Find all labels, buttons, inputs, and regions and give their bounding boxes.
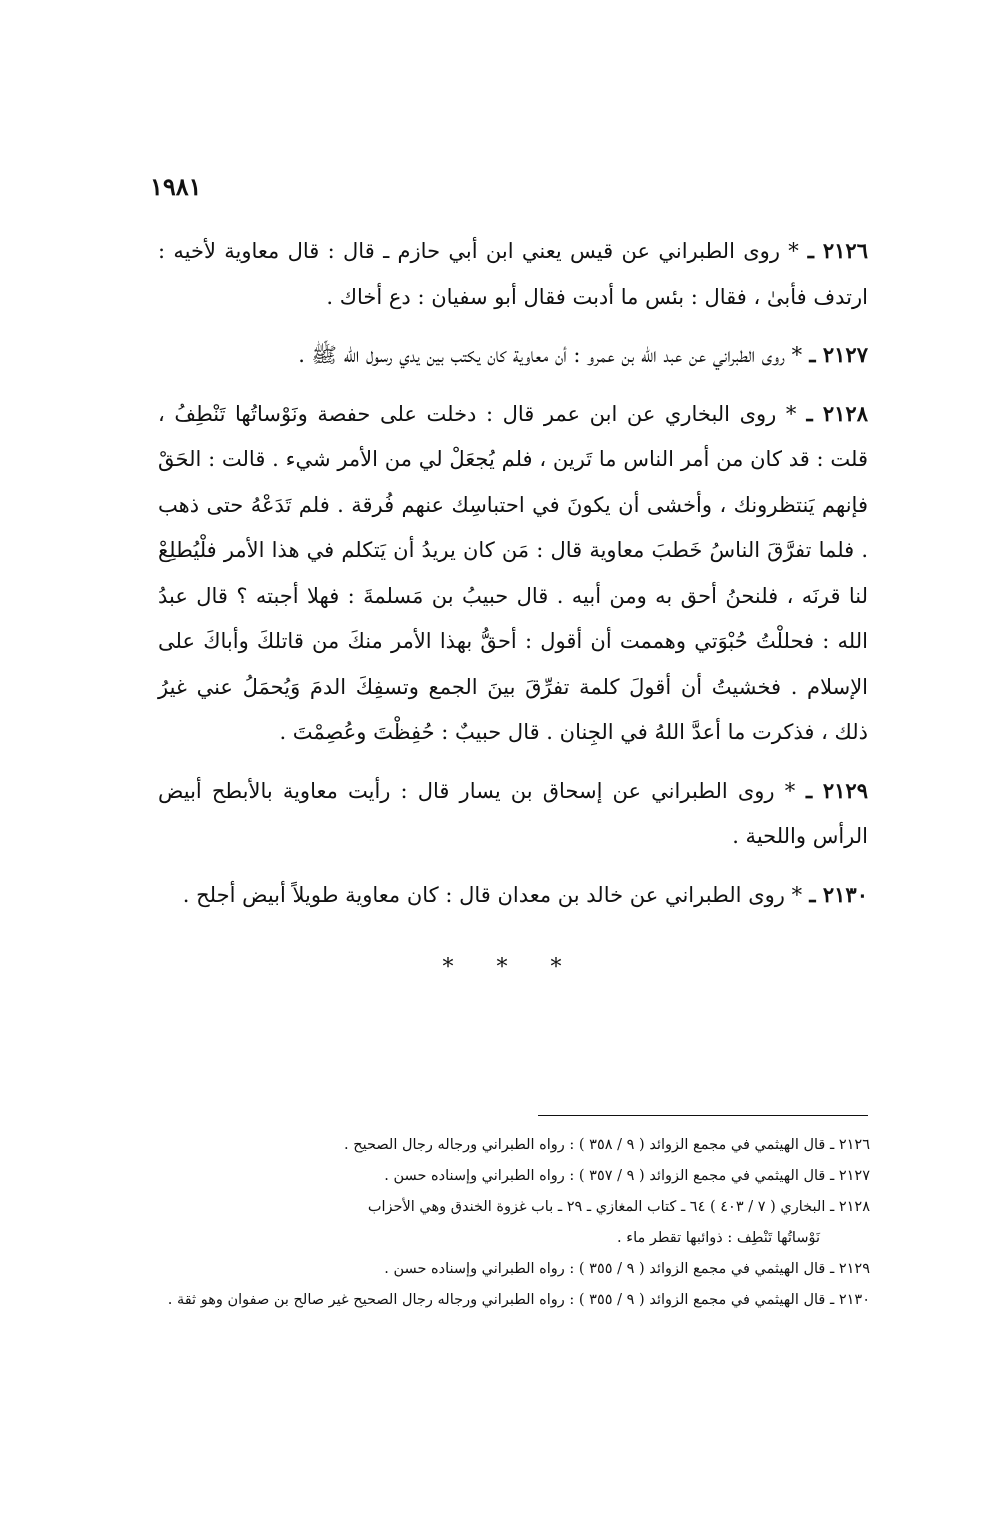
entry-text: * روى الطبراني عن عبد الله بن عمرو : أن معاوية كان يكتب بين يدي رسول الله ﷺ .: [298, 343, 803, 367]
footnote-2130: ٢١٣٠ ـ قال الهيثمي في مجمع الزوائد ( ٩ / ٣٥٥ ) : رواه الطبراني ورجاله رجال الصحيح غير صالح بن صفوان وهو ثقة .: [167, 1292, 870, 1308]
entry-number: ٢١٢٩ ـ: [795, 777, 868, 803]
footnote-2129: ٢١٢٩ ـ قال الهيثمي في مجمع الزوائد ( ٩ / ٣٥٥ ) : رواه الطبراني وإسناده حسن .: [384, 1261, 870, 1277]
page-number: ١٩٨١: [150, 172, 202, 201]
entry-number: ٢١٢٨ ـ: [796, 400, 868, 426]
hadith-entry-2126: [158, 228, 868, 320]
footnotes: [120, 1130, 870, 1316]
entry-number: ٢١٢٦ ـ: [798, 238, 868, 263]
entry-text: * روى الطبراني عن قيس يعني ابن أبي حازم ـ قال : قال معاوية لأخيه : ارتدف فأبىٰ ، فقال : بئس ما أدبت فقال أبو سفيان : دع أخاك .: [158, 239, 868, 309]
footnote-2127: ٢١٢٧ ـ قال الهيثمي في مجمع الزوائد ( ٩ / ٣٥٧ ) : رواه الطبراني وإسناده حسن .: [384, 1168, 870, 1184]
entry-text: * روى الطبراني عن إسحاق بن يسار قال : رأيت معاوية بالأبطح أبيض الرأس واللحية .: [158, 778, 868, 848]
footnote-rule: [538, 1115, 868, 1116]
section-separator: * * *: [442, 955, 580, 980]
hadith-entry-2130: [158, 872, 868, 919]
hadith-entry-2127: [158, 332, 868, 379]
footnote-2128: ٢١٢٨ ـ البخاري ( ٧ / ٤٠٣ ) ٦٤ ـ كتاب المغازي ـ ٢٩ ـ باب غزوة الخندق وهي الأحزاب: [367, 1199, 870, 1215]
hadith-entry-2128: [158, 391, 868, 756]
footnote-2126: ٢١٢٦ ـ قال الهيثمي في مجمع الزوائد ( ٩ / ٣٥٨ ) : رواه الطبراني ورجاله رجال الصحيح .: [344, 1137, 870, 1153]
entry-number: ٢١٢٧ ـ: [802, 342, 868, 367]
footnote-2128-gloss: نَوْساتُها تَنْطِف : ذوائبها تقطر ماء .: [617, 1230, 820, 1246]
entry-text: * روى البخاري عن ابن عمر قال : دخلت على حفصة ونَوْساتُها تَنْطِفُ ، قلت : قد كان من أمر الناس ما تَرين ، فلم يُجعَلْ لي من الأمر شيء . قالت : الحَقْ فإنهم يَنتظرونك ، وأخشى أن يكونَ في احتباسِك عنهم فُرقة . فلم تَدَعْهُ حتى ذهب . فلما تفرَّقَ الناسُ خَطبَ معاوية قال : مَن كان يريدُ أن يَتكلم في هذا الأمر فلْيُطلِعْ لنا قرنَه ، فلنحنُ أحق به ومن أبيه . قال حبيبُ بن مَسلمةَ : فهلا أجبته ؟ قال عبدُ الله : فحللْتُ حُبْوَتي وهممت أن أقول : أحقُّ بهذا الأمر منكَ من قاتلكَ وأباكَ على الإسلام . فخشيتُ أن أقولَ كلمة تفرِّقَ بينَ الجمع وتسفِكَ الدمَ وَيُحمَلُ عني غيرُ ذلك ، فذكرت ما أعدَّ اللهُ في الجِنان . قال حبيبٌ : حُفِظْتَ وعُصِمْتَ .: [158, 401, 868, 744]
hadith-entry-2129: [158, 768, 868, 860]
hadith-entries: [158, 228, 868, 930]
entry-number: ٢١٣٠ ـ: [802, 881, 868, 907]
entry-text: * روى الطبراني عن خالد بن معدان قال : كان معاوية طويلاً أبيض أجلح .: [182, 882, 803, 907]
